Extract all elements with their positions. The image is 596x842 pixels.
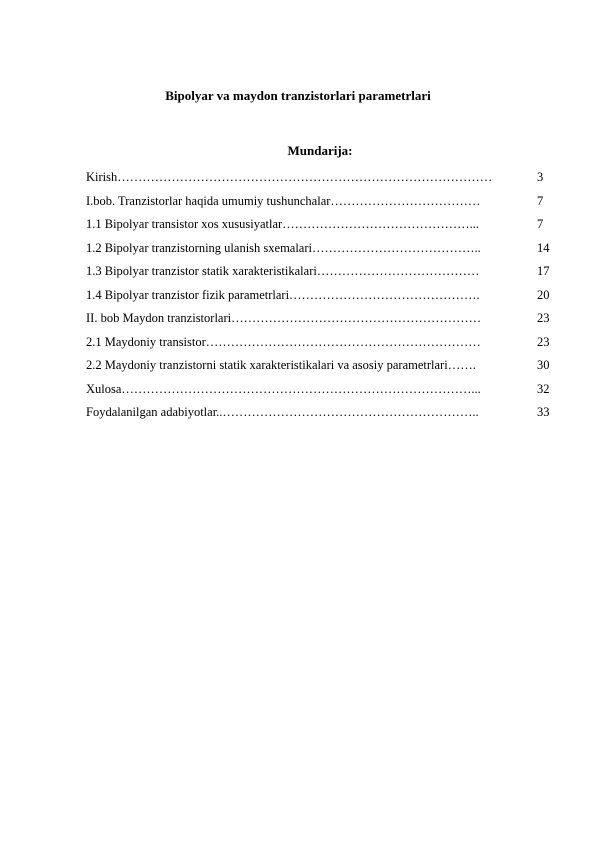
toc-item-1-2 (86, 240, 560, 264)
toc-page-number: 32 (537, 381, 550, 396)
toc-item-chapter-2 (86, 310, 560, 334)
toc-page-number: 7 (537, 193, 544, 208)
toc-item-adabiyotlar (86, 404, 560, 428)
toc-entry-text: Foydalanilgan adabiyotlar..…………………………………………………….. (86, 405, 479, 419)
toc-entry-text: 1.4 Bipolyar tranzistor fizik parametrlari………………………………………. (86, 287, 480, 302)
toc-entry-text: 1.1 Bipolyar transistor xos xususiyatlar………………………………………... (86, 217, 480, 231)
toc-item-2-2 (86, 357, 560, 381)
toc-item-chapter-1 (86, 193, 560, 217)
toc-item-1-1 (86, 216, 560, 240)
toc-item-kirish (86, 169, 560, 193)
toc-entry-text: 2.2 Maydoniy tranzistorni statik xarakteristikalari va asosiy parametrlari……. (86, 358, 476, 372)
toc-entry-text: Xulosa…………………………………………………………………………... (86, 381, 481, 396)
toc-entry-text: 1.3 Bipolyar tranzistor statik xarakteristikalari………………………………… (86, 264, 480, 278)
toc-entry-text: II. bob Maydon tranzistorlari…………………………………………………… (86, 311, 482, 325)
toc-item-1-4 (86, 287, 560, 311)
toc-page-number: 30 (537, 358, 550, 372)
toc-page-number: 14 (537, 240, 550, 255)
toc-page-number: 7 (537, 217, 544, 231)
toc-page-number: 23 (537, 311, 550, 325)
toc-item-2-1 (86, 334, 560, 358)
toc-page-number: 23 (537, 334, 550, 349)
toc-entry-text: 1.2 Bipolyar tranzistorning ulanish sxemalari………………………………….. (86, 240, 481, 255)
toc-page-number: 17 (537, 264, 550, 278)
toc-page-number: 33 (537, 405, 550, 419)
toc-item-1-3 (86, 263, 560, 287)
table-of-contents (86, 169, 560, 428)
document-title: Bipolyar va maydon tranzistorlari parametrlari (165, 88, 431, 103)
toc-entry-text: I.bob. Tranzistorlar haqida umumiy tushunchalar……………………………… (86, 193, 481, 208)
toc-page-number: 3 (537, 170, 544, 184)
toc-entry-text: 2.1 Maydoniy transistor………………………………………………………… (86, 334, 481, 349)
toc-entry-text: Kirish……………………………………………………………………………… (86, 170, 493, 184)
toc-heading: Mundarija: (287, 143, 353, 158)
toc-item-xulosa (86, 381, 560, 405)
toc-page-number: 20 (537, 287, 550, 302)
